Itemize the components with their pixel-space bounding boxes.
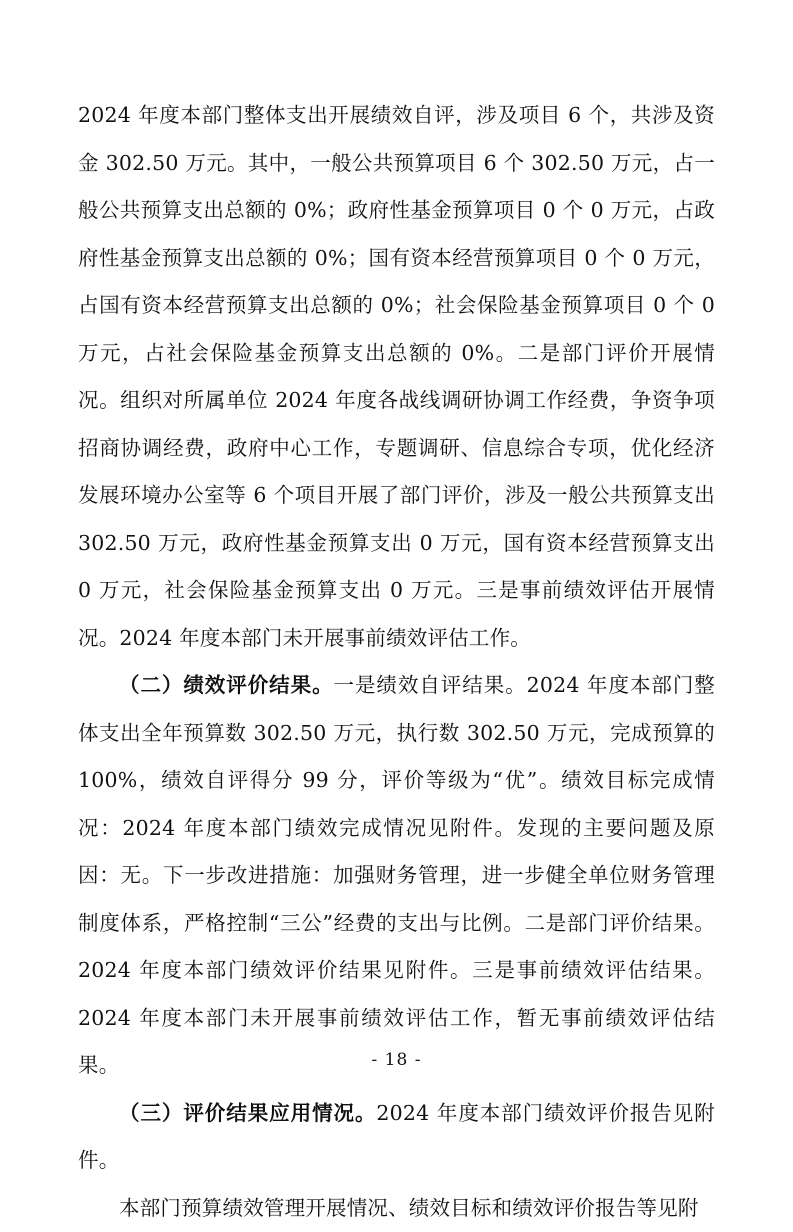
para-3-run-0: （三）评价结果应用情况。 [119, 1101, 376, 1125]
para-3-run-1: 2024 年度本部门绩效评价报告见附件。 [78, 1101, 715, 1173]
page-number: - 18 - [0, 1050, 793, 1070]
para-2-run-0: （二）绩效评价结果。 [119, 673, 334, 697]
paragraph-2 [78, 662, 715, 1090]
para-2-run-1: 一是绩效自评结果。2024 年度本部门整体支出全年预算数 302.50 万元，执行数 302.50 万元，完成预算的 100%，绩效自评得分 99 分，评价等级为“优”。绩效目标完成情况：2024 年度本部门绩效完成情况见附件。发现的主要问题及原因：无。下一步改进措施：加强财务管理，进一步健全单位财务管理制度体系，严格控制“三公”经费的支出与比例。二是部门评价结果。2024 年度本部门绩效评价结果见附件。三是事前绩效评估结果。2024 年度本部门未开展事前绩效评估工作，暂无事前绩效评估结果。 [78, 673, 715, 1077]
paragraph-1 [78, 92, 715, 662]
para-4-run-0: 本部门预算绩效管理开展情况、绩效目标和绩效评价报告等见附 [119, 1196, 699, 1220]
paragraph-3 [78, 1090, 715, 1185]
paragraph-4 [78, 1185, 715, 1232]
para-1-run-0: 2024 年度本部门整体支出开展绩效自评，涉及项目 6 个，共涉及资金 302.50 万元。其中，一般公共预算项目 6 个 302.50 万元，占一般公共预算支出总额的 0%；政府性基金预算项目 0 个 0 万元，占政府性基金预算支出总额的 0%；国有资本经营预算项目 0 个 0 万元，占国有资本经营预算支出总额的 0%；社会保险基金预算项目 0 个 0 万元，占社会保险基金预算支出总额的 0%。二是部门评价开展情况。组织对所属单位 2024 年度各战线调研协调工作经费，争资争项招商协调经费，政府中心工作，专题调研、信息综合专项，优化经济发展环境办公室等 6 个项目开展了部门评价，涉及一般公共预算支出 302.50 万元，政府性基金预算支出 0 万元，国有资本经营预算支出 0 万元，社会保险基金预算支出 0 万元。三是事前绩效评估开展情况。2024 年度本部门未开展事前绩效评估工作。 [78, 103, 715, 650]
